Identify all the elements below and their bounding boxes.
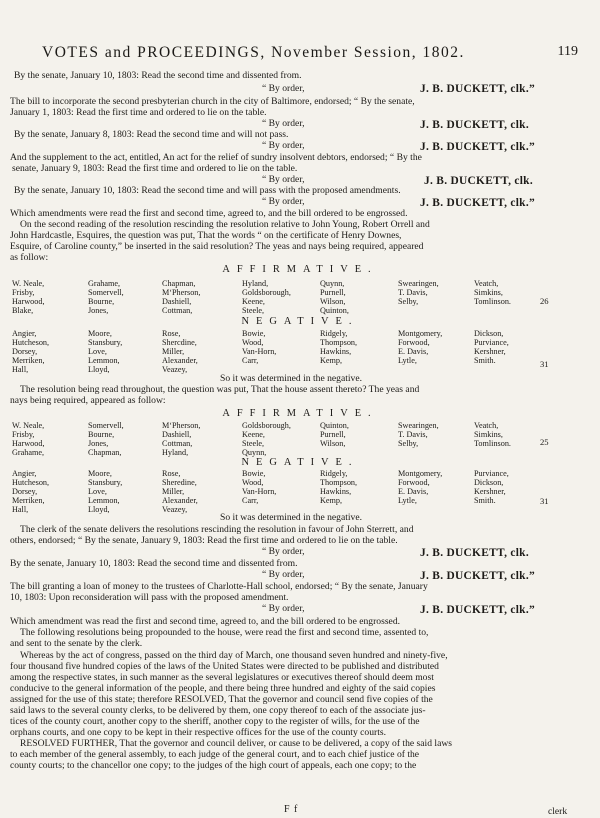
negative-count: 31 bbox=[540, 359, 549, 369]
text-line: On the second reading of the resolution rescinding the resolution relative to John Young, Robert Orrell and bbox=[20, 219, 430, 230]
vote-column: M‘Pherson, Dashiell, Cottman, Hyland, bbox=[162, 421, 201, 458]
text-line: By the senate, January 10, 1803: Read the second time and dissented from. bbox=[10, 558, 298, 569]
vote-column: Moore, Stansbury, Love, Lemmon, Lloyd, bbox=[88, 469, 123, 515]
clerk-signature: J. B. DUCKETT, clk.” bbox=[420, 197, 535, 209]
by-order: “ By order, bbox=[262, 140, 305, 151]
text-line: assigned for the use of this state; therefore RESOLVED, That the governor and council send five copies of the bbox=[10, 694, 433, 705]
vote-column: Montgomery, Forwood, E. Davis, Lytle, bbox=[398, 469, 443, 506]
text-line: RESOLVED FURTHER, That the governor and council deliver, or cause to be delivered, a copy of the said laws bbox=[20, 738, 452, 749]
negative-count: 31 bbox=[540, 496, 549, 506]
text-line: orphans courts, and one copy to be kept in their respective offices for the use of the county courts. bbox=[10, 727, 386, 738]
page-title: VOTES and PROCEEDINGS, November Session, 1802. bbox=[42, 44, 465, 61]
text-line: John Hardcastle, Esquires, the question was put, That the words “ on the certificate of Henry Downes, bbox=[10, 230, 402, 241]
by-order: “ By order, bbox=[262, 569, 305, 580]
text-line: senate, January 9, 1803: Read the first time and ordered to lie on the table. bbox=[12, 163, 298, 174]
by-order: “ By order, bbox=[262, 174, 305, 185]
by-order: “ By order, bbox=[262, 196, 305, 207]
vote-column: Ridgely, Thompson, Hawkins, Kemp, bbox=[320, 469, 358, 506]
text-line: nays being required, appeared as follow: bbox=[10, 395, 166, 406]
page-number: 119 bbox=[557, 44, 578, 59]
vote-column: Bowie, Wood, Van-Horn, Carr, bbox=[242, 329, 277, 366]
text-line: January 1, 1803: Read the first time and ordered to lie on the table. bbox=[10, 107, 267, 118]
text-line: and sent to the senate by the clerk. bbox=[10, 638, 143, 649]
text-line: Which amendments were read the first and second time, agreed to, and the bill ordered to be engrossed. bbox=[10, 208, 408, 219]
negative-heading: NEGATIVE. bbox=[241, 316, 359, 327]
by-order: “ By order, bbox=[262, 83, 305, 94]
text-line: among the respective states, in such manner as the several legislatures or executives thereof should deem most bbox=[10, 672, 434, 683]
text-line: county courts; to the chancellor one copy; to the judges of the high court of appeals, each one copy; to the bbox=[10, 760, 417, 771]
vote-column: Rose, Shercdine, Miller, Alexander, Veazey, bbox=[162, 329, 198, 375]
text-line: as follow: bbox=[10, 252, 49, 263]
affirmative-heading: AFFIRMATIVE. bbox=[222, 408, 378, 419]
text-line: Esquire, of Caroline county,” be inserted in the said resolution? The yeas and nays being required, appeared bbox=[10, 241, 424, 252]
affirmative-count: 26 bbox=[540, 296, 549, 306]
vote-column: Angier, Hutcheson, Dorsey, Merriken, Hall, bbox=[12, 469, 50, 515]
vote-column: Angier, Hutcheson, Dorsey, Merriken, Hall, bbox=[12, 329, 50, 375]
text-line: four thousand five hundred copies of the laws of the United States were directed to be published and distributed bbox=[10, 661, 439, 672]
vote-column: Moore, Stansbury, Love, Lemmon, Lloyd, bbox=[88, 329, 123, 375]
vote-column: Purviance, Dickson, Kershner, Smith. bbox=[474, 469, 509, 506]
vote-column: Dickson, Purviance, Kershner, Smith. bbox=[474, 329, 509, 366]
vote-column: Quinton, Purnell, Wilson, bbox=[320, 421, 349, 449]
by-order: “ By order, bbox=[262, 603, 305, 614]
text-line: By the senate, January 10, 1803: Read the second time and will pass with the proposed amendments. bbox=[14, 185, 401, 196]
negative-heading: NEGATIVE. bbox=[241, 457, 359, 468]
affirmative-heading: AFFIRMATIVE. bbox=[222, 264, 378, 275]
clerk-signature: J. B. DUCKETT, clk.” bbox=[420, 570, 535, 582]
clerk-signature: J. B. DUCKETT, clk. bbox=[420, 547, 529, 559]
vote-column: Somervell, Bourne, Jones, Chapman, bbox=[88, 421, 124, 458]
signature-mark: F f bbox=[284, 804, 299, 815]
vote-column: Montgomery, Forwood, E. Davis, Lytle, bbox=[398, 329, 443, 366]
by-order: “ By order, bbox=[262, 118, 305, 129]
vote-column: Veatch, Simkins, Tomlinson. bbox=[474, 421, 511, 449]
vote-column: Chapman, M‘Pherson, Dashiell, Cottman, bbox=[162, 279, 201, 316]
vote-column: Goldsborough, Keene, Steele, Quynn, bbox=[242, 421, 291, 458]
text-line: Which amendment was read the first and second time, agreed to, and the bill ordered to be engrossed. bbox=[10, 616, 401, 627]
text-line: said laws to the several county clerks, to be delivered by them, one copy thereof to each of the associate jus- bbox=[10, 705, 426, 716]
clerk-signature: J. B. DUCKETT, clk. bbox=[420, 119, 529, 131]
vote-column: Swearingen, T. Davis, Selby, bbox=[398, 421, 439, 449]
text-line: By the senate, January 8, 1803: Read the second time and will not pass. bbox=[14, 129, 289, 140]
text-line: Whereas by the act of congress, passed on the third day of March, one thousand seven hundred and ninety-five, bbox=[20, 650, 448, 661]
text-line: And the supplement to the act, entitled, An act for the relief of sundry insolvent debtors, endorsed; “ By the bbox=[10, 152, 422, 163]
text-line: The bill to incorporate the second presbyterian church in the city of Baltimore, endorsed; “ By the senate, bbox=[10, 96, 415, 107]
vote-column: Grahame, Somervell, Bourne, Jones, bbox=[88, 279, 124, 316]
catchword: clerk bbox=[548, 806, 568, 817]
vote-column: W. Neale, Frisby, Harwood, Blake, bbox=[12, 279, 45, 316]
text-line: to each member of the general assembly, to each judge of the general court, and to each chief justice of the bbox=[10, 749, 420, 760]
text-line: conducive to the general information of the people, and there being three hundred and eighty of the said copies bbox=[10, 683, 436, 694]
text-line: tices of the county court, another copy to the sheriff, another copy to the register of wills, for the use of the bbox=[10, 716, 420, 727]
vote-column: Quynn, Purnell, Wilson, Quinton, bbox=[320, 279, 349, 316]
vote-column: Ridgely, Thompson, Hawkins, Kemp, bbox=[320, 329, 358, 366]
vote-column: Veatch, Simkins, Tomlinson. bbox=[474, 279, 511, 307]
vote-column: Hyland, Goldsborough, Keene, Steele, bbox=[242, 279, 291, 316]
determination: So it was determined in the negative. bbox=[220, 512, 363, 523]
clerk-signature: J. B. DUCKETT, clk. bbox=[424, 175, 533, 187]
clerk-signature: J. B. DUCKETT, clk.” bbox=[420, 604, 535, 616]
text-line: By the senate, January 10, 1803: Read the second time and dissented from. bbox=[14, 70, 302, 81]
vote-column: Swearingen, T. Davis, Selby, bbox=[398, 279, 439, 307]
vote-column: W. Neale, Frisby, Harwood, Grahame, bbox=[12, 421, 45, 458]
determination: So it was determined in the negative. bbox=[220, 373, 363, 384]
clerk-signature: J. B. DUCKETT, clk.” bbox=[420, 83, 535, 95]
vote-column: Rose, Sheredine, Miller, Alexander, Veazey, bbox=[162, 469, 198, 515]
clerk-signature: J. B. DUCKETT, clk.” bbox=[420, 141, 535, 153]
affirmative-count: 25 bbox=[540, 437, 549, 447]
vote-column: Bowie, Wood, Van-Horn, Carr, bbox=[242, 469, 277, 506]
text-line: others, endorsed; “ By the senate, January 9, 1803: Read the first time and ordered to lie on the table. bbox=[10, 535, 398, 546]
text-line: The clerk of the senate delivers the resolutions rescinding the resolution in favour of John Sterrett, and bbox=[20, 524, 414, 535]
text-line: The resolution being read throughout, the question was put, That the house assent thereto? The yeas and bbox=[20, 384, 420, 395]
page-header bbox=[30, 44, 582, 64]
text-line: The bill granting a loan of money to the trustees of Charlotte-Hall school, endorsed; “ By the senate, January bbox=[10, 581, 428, 592]
by-order: “ By order, bbox=[262, 546, 305, 557]
text-line: 10, 1803: Upon reconsideration will pass with the proposed amendment. bbox=[10, 592, 289, 603]
text-line: The following resolutions being propounded to the house, were read the first and second time, assented to, bbox=[20, 627, 429, 638]
